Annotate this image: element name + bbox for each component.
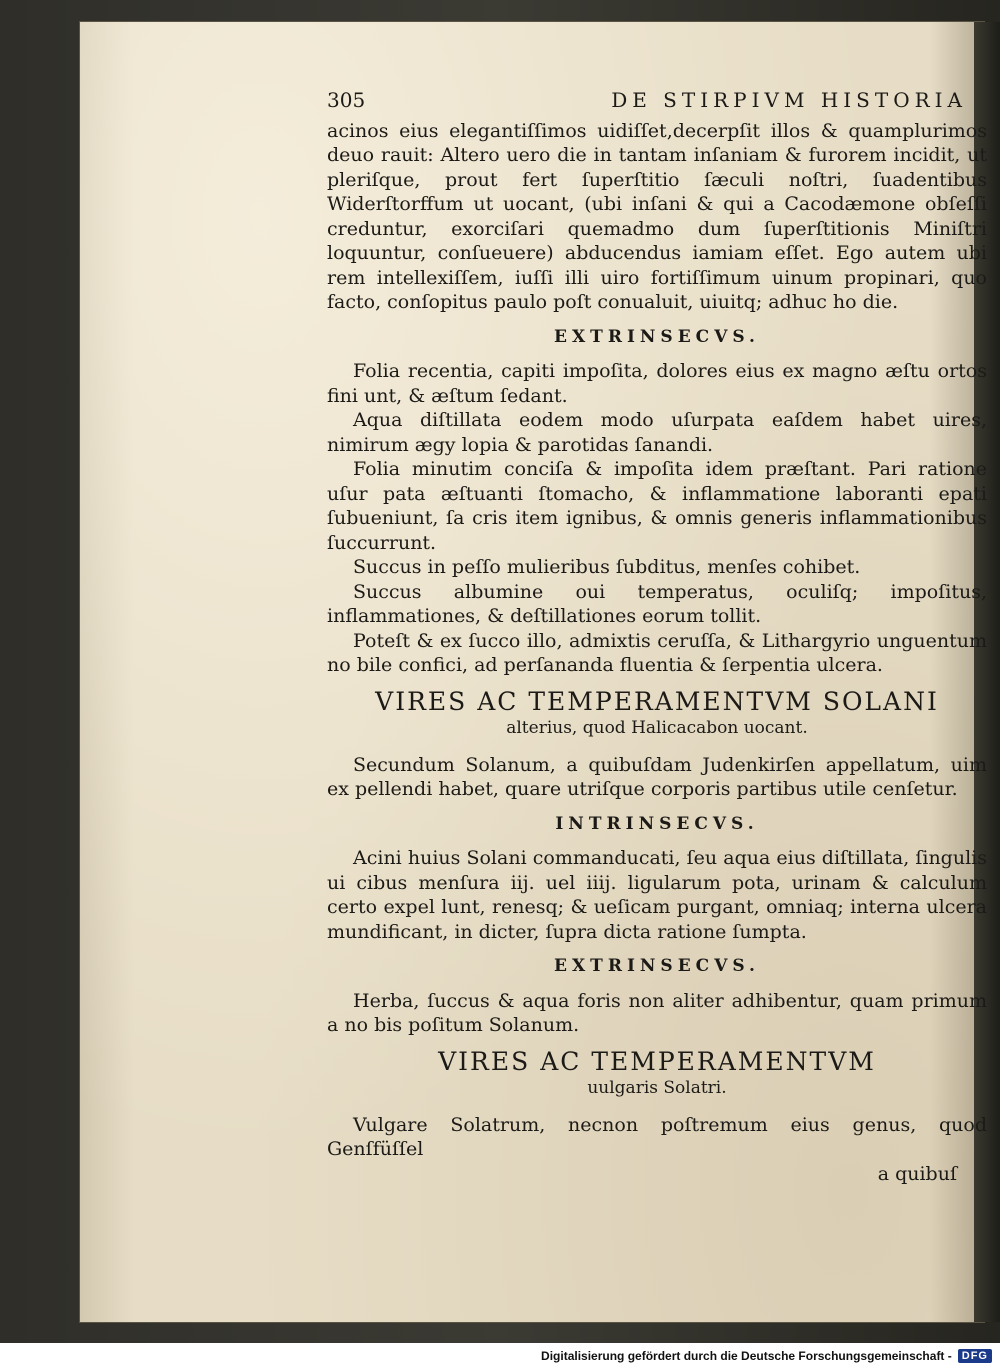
- chapter-title: VIRES AC TEMPERAMENTVM SOLANI: [375, 686, 939, 716]
- paragraph: Secundum Solanum, a quibuſdam Judenkirſen appellatum, uim ex pellendi habet, quare utriſque corporis partibus utile cenſetur.: [327, 753, 987, 800]
- running-title: DE STIRPIVM HISTORIA: [611, 88, 967, 112]
- paragraph: Aqua diſtillata eodem modo uſurpata eaſdem habet uires, nimirum ægy lopia & parotidas ſanandi.: [327, 409, 987, 456]
- paragraph: Folia minutim conciſa & impoſita idem præſtant. Pari ratione uſur pata æſtuanti ſtomacho, & inflammatione laboranti epati ſubueniunt, ſa cris item ignibus, & omnis generis inflammationibus ſuccurrunt.: [327, 458, 987, 554]
- catchword: a quibuſ: [877, 1162, 957, 1185]
- section-heading: INTRINSECVS.: [555, 813, 759, 834]
- paragraph: Succus in peſſo mulieribus ſubditus, menſes cohibet.: [353, 556, 861, 578]
- text-blocks: [327, 119, 987, 1187]
- paragraph: acinos eius elegantiſſimos uidiſſet,decerpſit illos & quamplurimos deuo rauit: Altero uero die in tantam inſaniam & furorem incidit, ut pleriſque, prout fert ſuperſtitio ſæculi noſtri, ſuadentibus Widerſtorffum ut uocant, (ubi inſani & qui a Cacodæmone obſeſſi creduntur, exorciſari quemadmo dum ſuperſtitionis Miniſtri loquuntur, conſueuere) abducendus iamiam eſſet. Ego autem ubi rem intellexiſſem, iuſſi illi uiro fortiſſimum uinum propinari, quo facto, conſopitus paulo poſt conualuit, uiuitq; adhuc ho die.: [327, 119, 987, 313]
- chapter-subtitle: alterius, quod Halicacabon uocant.: [506, 718, 808, 738]
- paragraph: Poteſt & ex ſucco illo, admixtis ceruſſa, & Lithargyrio unguentum no bile confici, ad perſananda fluentia & ſerpentia ulcera.: [327, 629, 987, 676]
- footer-bar: [0, 1343, 1000, 1368]
- funding-note: Digitalisierung gefördert durch die Deutsche Forschungsgemeinschaft -: [541, 1348, 952, 1363]
- paragraph: Acini huius Solani commanducati, ſeu aqua eius diſtillata, ſingulis ui cibus menſura iij. uel iiij. ligularum pota, urinam & calculum certo expel lunt, renesq; & ueſicam purgant, omniaq; interna ulcera mundificant, in dicter, ſupra dicta ratione ſumpta.: [327, 847, 987, 943]
- page-header: [327, 88, 987, 113]
- paragraph: Vulgare Solatrum, necnon poſtremum eius genus, quod Genſfüſſel: [327, 1113, 987, 1160]
- paragraph: Herba, ſuccus & aqua foris non aliter adhibentur, quam primum a no bis poſitum Solanum.: [327, 989, 987, 1036]
- section-heading: EXTRINSECVS.: [554, 956, 760, 976]
- page-text: [327, 88, 987, 1186]
- folio-number: 305: [327, 88, 366, 112]
- paragraph: Succus albumine oui temperatus, oculiſq; impoſitus, inflammationes, & deſtillationes eorum tollit.: [327, 580, 987, 627]
- chapter-subtitle: uulgaris Solatri.: [587, 1078, 727, 1098]
- paragraph: Folia recentia, capiti impoſita, dolores eius ex magno æſtu ortos fini unt, & æſtum ſedant.: [327, 360, 987, 407]
- chapter-title: VIRES AC TEMPERAMENTVM: [438, 1046, 876, 1076]
- dfg-logo-icon: DFG: [958, 1349, 992, 1363]
- section-heading: EXTRINSECVS.: [554, 326, 760, 347]
